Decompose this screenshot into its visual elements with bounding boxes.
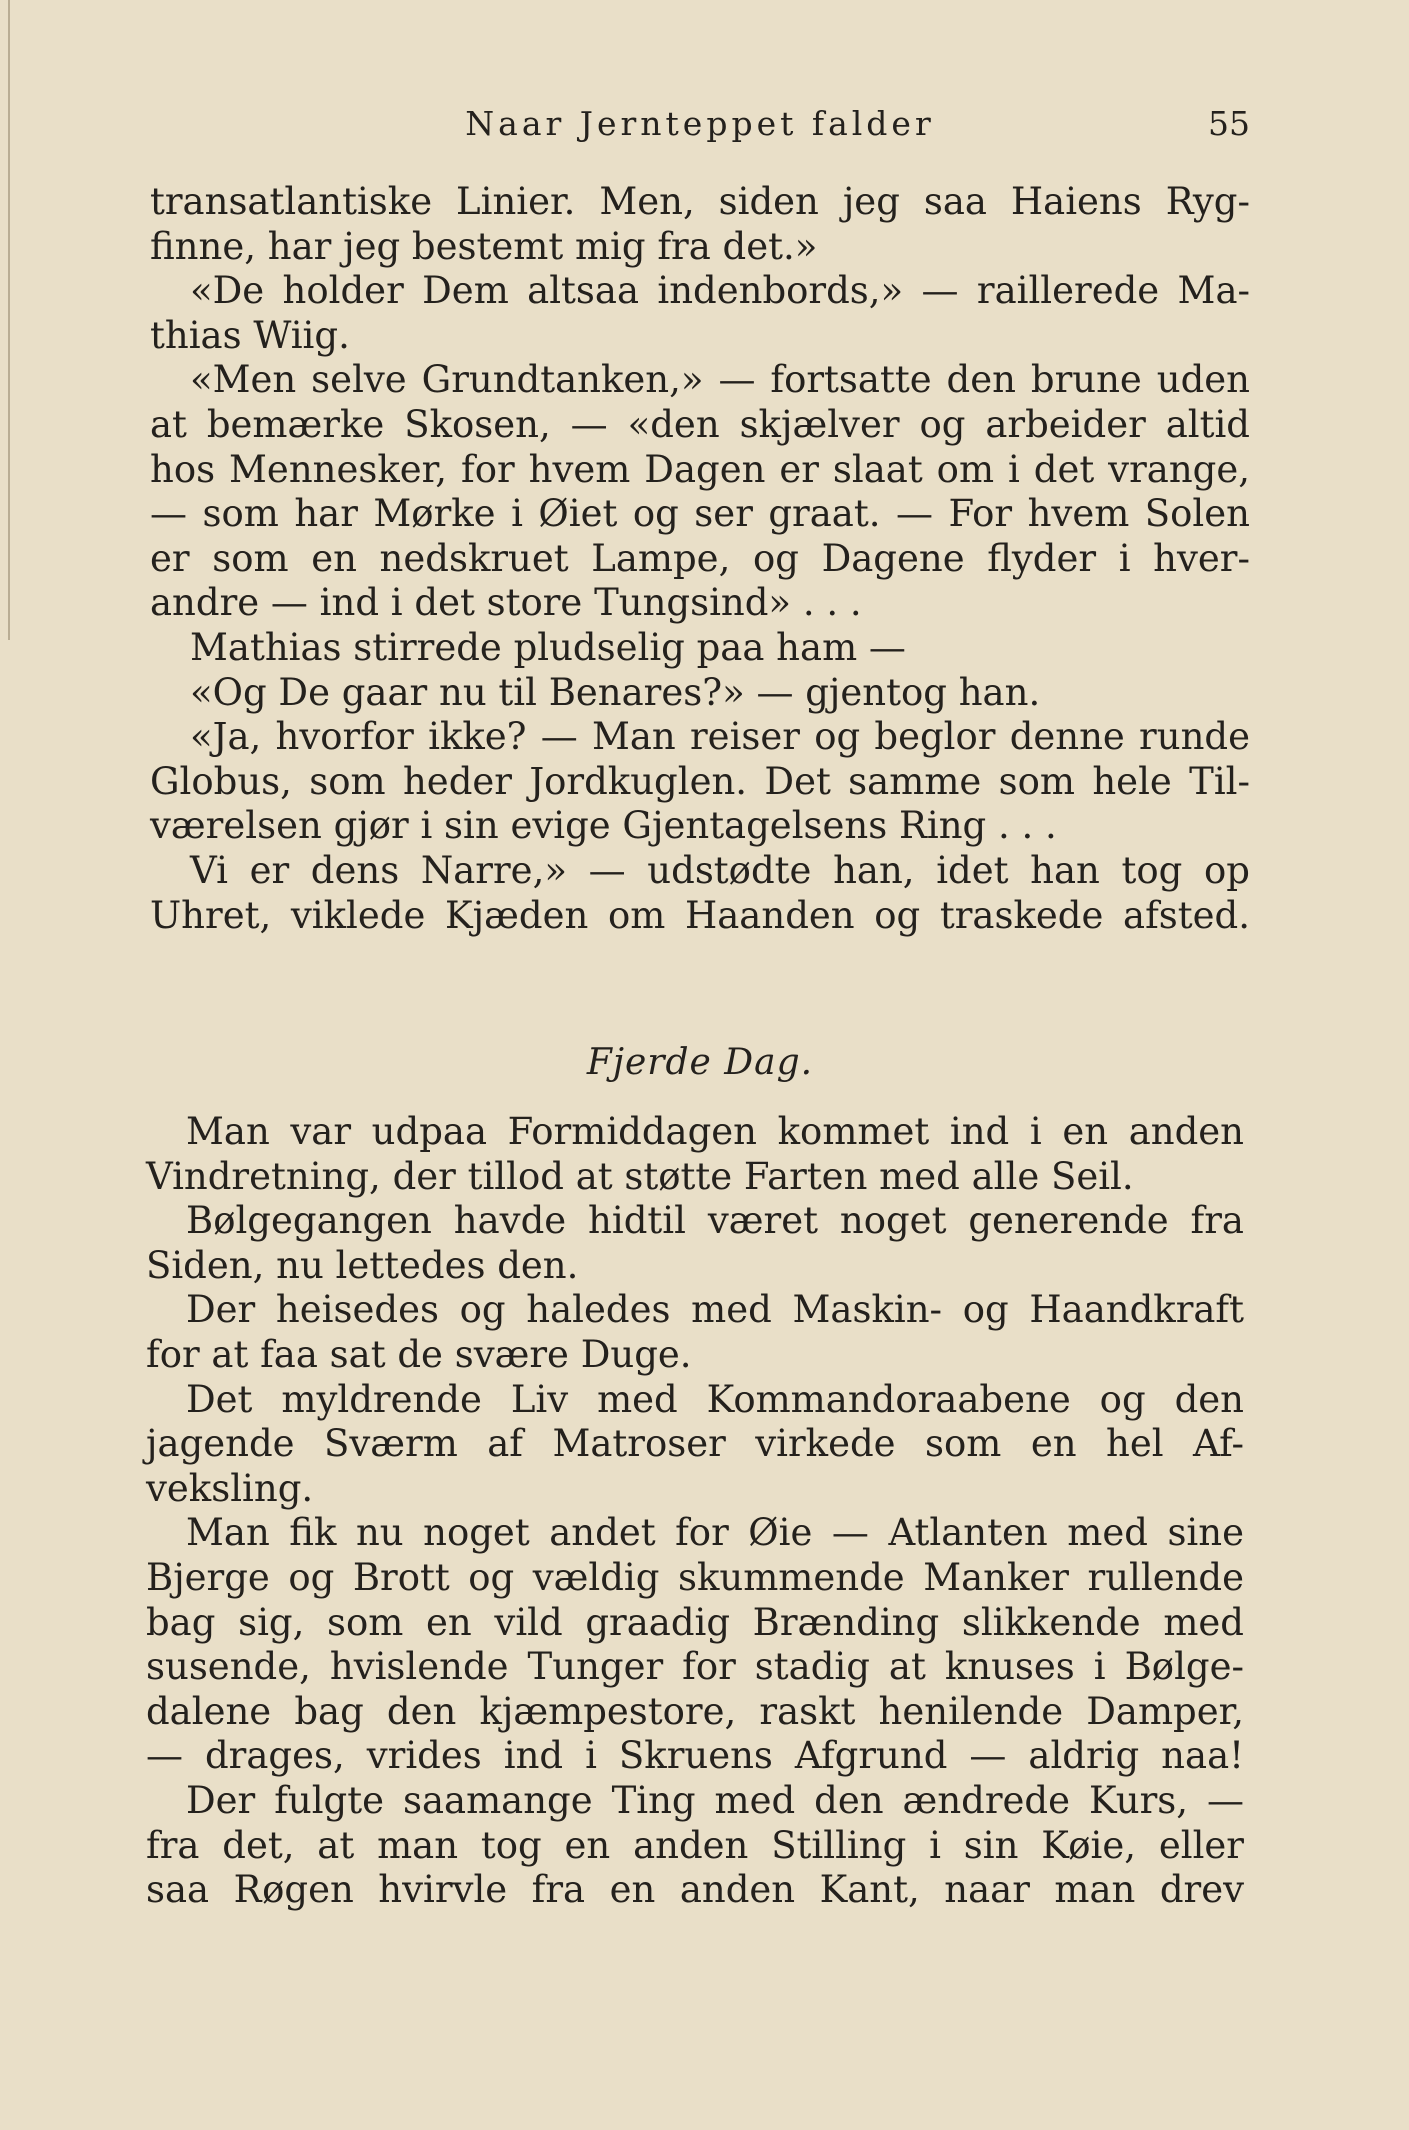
text-line: jagende Sværm af Matroser virkede som en hel Af- — [146, 1422, 1244, 1466]
text-line: Det myldrende Liv med Kommandoraabene og den — [186, 1377, 1244, 1421]
page-header — [150, 104, 1250, 152]
text-block-1 — [150, 180, 1250, 938]
text-line: værelsen gjør i sin evige Gjentagelsens Ring . . . — [150, 804, 1057, 848]
text-line: bag sig, som en vild graadig Brænding slikkende med — [146, 1600, 1244, 1644]
text-line: Vindretning, der tillod at støtte Farten med alle Seil. — [146, 1154, 1134, 1198]
text-line: er som en nedskruet Lampe, og Dagene flyder i hver- — [150, 536, 1250, 580]
text-line: andre — ind i det store Tungsind» . . . — [150, 581, 862, 625]
text-line: thias Wiig. — [150, 313, 350, 357]
chapter-heading: Fjerde Dag. — [586, 1042, 814, 1083]
text-line: Vi er dens Narre,» — udstødte han, idet han tog op — [190, 848, 1250, 892]
text-line: dalene bag den kjæmpestore, raskt henilende Damper, — [146, 1689, 1244, 1733]
text-line: Bjerge og Brott og vældig skummende Manker rullende — [146, 1555, 1244, 1599]
running-title: Naar Jernteppet falder — [465, 104, 935, 143]
text-line: for at faa sat de svære Duge. — [146, 1332, 692, 1376]
text-line: Man var udpaa Formiddagen kommet ind i en anden — [186, 1110, 1244, 1153]
text-line: veksling. — [146, 1466, 314, 1510]
page-number: 55 — [1208, 104, 1250, 143]
text-line: — drages, vrides ind i Skruens Afgrund — aldrig naa! — [146, 1734, 1244, 1778]
text-line: Globus, som heder Jordkuglen. Det samme som hele Til- — [150, 759, 1250, 803]
text-line: Bølgegangen havde hidtil været noget generende fra — [186, 1199, 1244, 1243]
text-line: Uhret, viklede Kjæden om Haanden og traskede afsted. — [150, 893, 1250, 937]
text-line: finne, har jeg bestemt mig fra det.» — [150, 224, 818, 268]
text-line: — som har Mørke i Øiet og ser graat. — For hvem Solen — [150, 492, 1250, 536]
text-line: «De holder Dem altsaa indenbords,» — raillerede Ma- — [190, 269, 1250, 313]
text-line: «Og De gaar nu til Benares?» — gjentog han. — [190, 670, 1041, 714]
text-line: fra det, at man tog en anden Stilling i sin Køie, eller — [146, 1823, 1244, 1867]
text-line: «Men selve Grundtanken,» — fortsatte den brune uden — [190, 358, 1250, 402]
text-line: Siden, nu lettedes den. — [146, 1243, 579, 1287]
text-line: Der heisedes og haledes med Maskin- og Haandkraft — [186, 1288, 1244, 1332]
text-line: Der fulgte saamange Ting med den ændrede Kurs, — — [186, 1778, 1244, 1822]
text-line: Man fik nu noget andet for Øie — Atlanten med sine — [186, 1511, 1244, 1555]
text-line: saa Røgen hvirvle fra en anden Kant, naar man drev — [146, 1868, 1244, 1912]
page-binding-edge — [8, 0, 10, 640]
text-block-2 — [146, 1110, 1244, 1913]
text-line: susende, hvislende Tunger for stadig at knuses i Bølge- — [146, 1645, 1244, 1689]
text-line: «Ja, hvorfor ikke? — Man reiser og beglor denne runde — [190, 715, 1250, 759]
text-line: hos Mennesker, for hvem Dagen er slaat om i det vrange, — [150, 447, 1250, 491]
text-line: Mathias stirrede pludselig paa ham — — [190, 625, 906, 669]
text-line: transatlantiske Linier. Men, siden jeg saa Haiens Ryg- — [150, 180, 1250, 223]
text-line: at bemærke Skosen, — «den skjælver og arbeider altid — [150, 402, 1250, 446]
